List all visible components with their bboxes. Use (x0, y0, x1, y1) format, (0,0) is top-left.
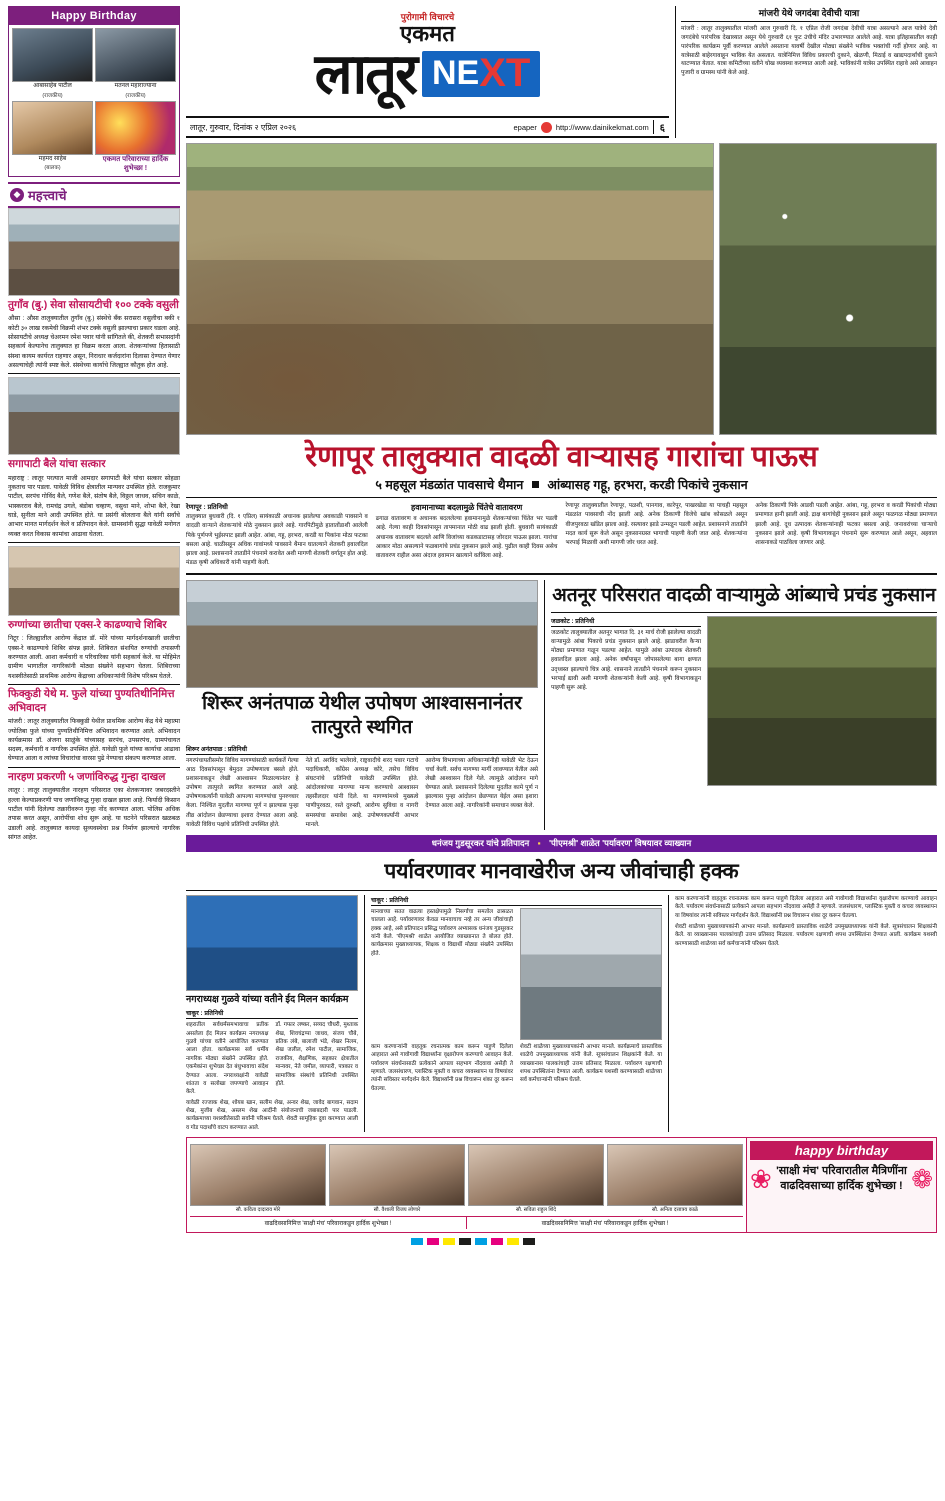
birthday-person (12, 28, 93, 99)
color-dot (427, 1238, 439, 1245)
color-dot (475, 1238, 487, 1245)
ekmat-wordmark: एकमत (400, 21, 455, 46)
color-dot (411, 1238, 423, 1245)
hb-person-name: सौ. सविता राहुल शिंदे (515, 1207, 556, 1214)
birthday-person-sub: (राजकीय) (125, 92, 146, 99)
hero-body-columns (186, 502, 937, 568)
article-headline: शिरूर अनंतपाळ येथील उपोषण आश्वासनानंतर तात्पुरते स्थगित (202, 693, 522, 738)
divider (8, 373, 180, 374)
strip-right-text: 'पीएमश्री' शाळेत 'पर्यावरण' विषयावर व्याख्यान (549, 837, 692, 848)
article-photo-protest-group (186, 580, 538, 688)
environment-photo-wrap (520, 908, 662, 1040)
hb-person-name: सौ. कविता दादाराव मोरे (235, 1207, 281, 1214)
masthead-title: लातूर (314, 42, 416, 105)
hb-message-area (746, 1138, 936, 1232)
article-body: शेवटी शाळेच्या मुख्याध्यापकांनी आभार मानले. कार्यक्रमाचे प्रास्ताविक शाळेचे उपमुख्याध्यापक यांनी केले. सूत्रसंचालन शिक्षकांनी केले. या व्याख्यानास पालकांचाही उत्तम प्रतिसाद मिळाला. पर्यावरण रक्षणाची शपथ उपस्थितांना देण्यात आली. कार्यक्रम यशस्वी करण्यासाठी शाळेच्या सर्व कर्मचाऱ्यांनी परिश्रम घेतले. (675, 923, 937, 947)
article-photo-camp (8, 546, 180, 616)
top-section (8, 6, 937, 1233)
hero-section (186, 143, 937, 435)
divider (8, 542, 180, 543)
article-body: मांजरी : लातूर तालुक्यातील फिक्कुडी येथील प्राथमिक आरोग्य केंद्र येथे महात्मा ज्योतिबा फुले यांच्या पुण्यतिथीनिमित्त अभिवादन करण्यात आले. अभिवादन कार्यक्रमास डॉ. अंजना साळुंके यांच्यासह सरपंच, उपसरपंच, ग्रामपंचायत सदस्य, कर्मचारी व नागरिक उपस्थित होते. यावेळी फुले यांच्या कार्याचा आढावा घेण्यात आला व त्यांच्या विचारांचा वारसा पुढे नेण्याचा संकल्प करण्यात आला. (8, 718, 180, 763)
mahatvache-title: महत्त्वाचे (28, 187, 67, 203)
hero-subheadline (186, 476, 937, 493)
birthday-wish-cell (95, 101, 176, 173)
birthday-wish: एकमत परिवाराच्या हार्दिक शुभेच्छा ! (102, 155, 169, 172)
shirur-columns (186, 757, 538, 830)
article-body: निटूर : जिल्ह्यातील आरोग्य केंद्रात डॉ. मोरे यांच्या मार्गदर्शनाखाली छातीचा एक्स-रे काढण्याचे शिबिर संपन्न झाले. शिबिरात संशयित रुग्णांची तपासणी करण्यात आली. आशा कर्मचारी व परिचारिका यांनी सहकार्य केले. या मोहिमेत ग्रामीण भागातील नागरिकांनी मोठ्या संख्येने सहभाग घेतला. शिबिराच्या यशस्वीतेसाठी प्राथमिक आरोग्य केंद्राच्या अधिकाऱ्यांनी विशेष परिश्रम घेतले. (8, 635, 180, 680)
hb-photo (190, 1144, 326, 1206)
birthday-person-name: आबासाहेब पाटील (33, 83, 72, 89)
divider (186, 497, 937, 498)
article-photo-mango-damage (707, 616, 937, 786)
color-dot (443, 1238, 455, 1245)
dateline: लातूर, गुरुवार, दिनांक २ एप्रिल २०२६ (190, 122, 297, 132)
article-body: महाराष्ट्र : लातूर परत्यात माजी आमदार सगापाटी बैले यांचा सत्कार सोहळा नुकताच पार पडला. यावेळी विविध क्षेत्रातील मान्यवर उपस्थित होते. राजकुमार पाटील, सरपंच गोविंद बैले, गणेश बैले, संतोष बैले, विठ्ठल जाधव, सचिन काळे, भास्करराव बैले, रामचंद्र उगले, बंडोबा चव्हाण, वसुधा माने, शोभा बैले, रेखा घाडे, सुनीता माने आदी उपस्थित होते. या प्रसंगी बोलताना बैले यांनी सर्वांचे आभार मानत मार्गदर्शन केले व प्रतिपादन केले. ग्रामस्थांनी सुद्धा यावेळी मनोगत व्यक्त करत विकास कामांचा आढावा घेतला. (8, 474, 180, 538)
hero-column (566, 502, 748, 568)
environment-article (364, 895, 669, 1132)
article-headline: फिक्कुडी येथे म. फुले यांच्या पुण्यतिथीनिमित्त अभिवादन (8, 687, 175, 714)
diamond-icon: ◆ (10, 188, 24, 202)
environment-strip (186, 835, 937, 852)
birthday-person (12, 101, 93, 173)
atnur-article (544, 580, 937, 830)
shirur-article (186, 580, 538, 830)
masthead (186, 6, 669, 116)
hb-banner: happy birthday (750, 1141, 933, 1160)
strip-separator: ▪ (537, 837, 541, 848)
article-headline: तुगाँव (बु.) सेवा सोसायटीची १०० टक्के वसुली (8, 298, 179, 311)
article-photo-satkar (8, 377, 180, 455)
masthead-next-text: NE (431, 54, 480, 92)
ekmat-tagline: पुरोगामी विचारचे (400, 12, 455, 22)
article-body: औसा : औसा तालुक्यातील तुगाँव (बु.) संस्थेचे बँक सरासरा वसुलीचा बकी १ कोटी ३० लाख रकमेची विक्रमी शंभर टक्के वसुली झाल्याचा प्रकार घडला आहे. सोसायटीचे अध्यक्ष चेअरमन रमेश पवार यांनी सांगितले की, शेतकरी सभासदांनी सहकार्य केल्यानेच तालुक्यात हा विक्रम करता आला. शेतकऱ्यांच्या हितासाठी संस्था कायम कार्यरत राहणार असून, निराधार कर्जदारांना दिलासा देण्यात येणार असल्याचेही त्यांनी स्पष्ट केले. संस्थेच्या कार्याचे जिल्ह्यात कौतुक होत आहे. (8, 315, 180, 369)
article-body: शहरातील सर्वधर्मसमभावाचा प्रतीक असलेला ईद मिलन कार्यक्रम नगराध्यक्ष गुळवे यांच्या वतीने आयोजित करण्यात आला होता. कार्यक्रमास सर्व धर्मीय नागरिक मोठ्या संख्येने उपस्थित होते. एकमेकांना शुभेच्छा देत बंधुभावाचा संदेश देण्यात आला. नगराध्यक्षांनी यावेळी शांतता व सलोखा जपण्याचे आवाहन केले. (186, 1022, 269, 1096)
article-body: अनेक ठिकाणी पिके आडवी पडली आहेत. आंबा, गहू, हरभरा व करडी पिकांची मोठ्या प्रमाणात हानी झाली आहे. द्राक्ष बागांचेही नुकसान झाले असून फळगळ मोठ्या प्रमाणात झाली आहे. दूध उत्पादक शेतकऱ्यांनाही फटका बसला आहे. जनावरांच्या चाऱ्याचे नुकसान झाले आहे. कृषी विभागाकडून पंचनामे सुरू करण्यात आले असून, अहवाल शासनाकडे पाठविला जाणार आहे. (755, 503, 937, 546)
bottom-section (186, 895, 937, 1132)
epaper-label: epaper (513, 122, 537, 132)
hb-footer-left: वाढदिवसानिमित्त 'साक्षी मंच' परिवाराकडून हार्दिक शुभेच्छा ! (190, 1217, 467, 1229)
hero-headline: रेणापूर तालुक्यात वादळी वाऱ्यासह गाराांचा पाऊस (305, 441, 818, 473)
divider (8, 767, 180, 768)
hb-photos-area (187, 1138, 746, 1232)
color-registration-marks (8, 1238, 937, 1245)
mid-band (186, 580, 937, 830)
sub-headline: हवामानाच्या बदलामुळे चिंतेचे वातावरण (410, 503, 523, 513)
main-column (186, 6, 937, 1233)
mahatvache-header (8, 182, 180, 208)
birthday-title: Happy Birthday (9, 7, 179, 25)
environment-headline: पर्यावरणावर मानवाखेरीज अन्य जीवांचाही हक्क (384, 859, 739, 883)
article-body: डॉ. गफार लष्कर, सय्यद चौधरी, मुश्ताक शेख, शिवचंद्रप्पा जाधव, संजय चौबे, प्रतिक लंबे, बालाजी भंडे, शेखर निलम, शेख जलील, रमेश पाटील, सामाजिक, राजकीय, शैक्षणिक, सहकार क्षेत्रातील मान्यवर, नेते जमील, व्यापारी, पत्रकार व सामाजिक संस्थांचे प्रतिनिधी उपस्थित होते. (275, 1022, 358, 1087)
byline: शिरूर अनंतपाळ : प्रतिनिधी (186, 744, 538, 755)
hb-person (468, 1144, 604, 1213)
ekmat-logo (400, 10, 455, 45)
article-photo-felicitation (8, 208, 180, 296)
hero-column (186, 502, 368, 568)
article-body: तालुक्यात बुधवारी (दि. १ एप्रिल) सायंकाळी अचानक झालेल्या अवकाळी पावसाने व वादळी वाऱ्याने शेतकऱ्यांचे मोठे नुकसान झाले आहे. गारपिटीमुळे हातातोंडाशी आलेली पिके पूर्णपणे भुईसपाट झाली आहेत. आंबा, गहू, हरभरा, करडी या पिकांना मोठा फटका बसला आहे. चाळीसहून अधिक गावांमध्ये पावसाने थैमान घातल्याने शेतकरी हवालदिल झाला आहे. प्रशासनाने तातडीने पंचनामे करावेत अशी मागणी शेतकरी वर्गातून होत आहे. मंडळ कृषी अधिकारी यांनी पाहणी केली. (186, 514, 368, 567)
birthday-person-name: मतनल महाराज्याना (114, 83, 157, 89)
divider (186, 573, 937, 575)
left-column (8, 6, 180, 1233)
color-dot (523, 1238, 535, 1245)
environment-columns-2 (371, 1043, 662, 1093)
hb-person (607, 1144, 743, 1213)
bullet-square-icon (532, 481, 539, 488)
article-body: आरोग्य विभागाच्या अधिकाऱ्यांनीही यावेळी भेट देऊन चर्चा केली. सर्वच मागण्या मार्गी लावण्यात येतील असे लेखी आश्वासन दिले गेले. त्यामुळे आंदोलन मागे घेण्यात आले. प्रशासनाने दिलेल्या मुदतीत कामे पूर्ण न झाल्यास पुन्हा आंदोलन छेडण्यात येईल असा इशारा देण्यात आला आहे. नागरिकांनी समाधान व्यक्त केले. (425, 757, 538, 810)
hb-photo (607, 1144, 743, 1206)
divider (551, 612, 937, 613)
birthday-photo (12, 101, 93, 155)
hb-person-name: सौ. वैशाली विजय लोणारे (373, 1207, 421, 1214)
hb-message: 'साक्षी मंच' परिवारातील मैत्रिणींना वाढदिवसाच्या हार्दिक शुभेच्छा ! (776, 1165, 907, 1192)
article-headline: सगापाटी बैले यांचा सत्कार (8, 458, 106, 471)
divider (8, 684, 180, 685)
birthday-person-sub: (बालक) (44, 165, 61, 171)
birthday-photo (12, 28, 93, 82)
tulip-icon: ❁ (911, 1163, 933, 1194)
hb-footer (190, 1216, 743, 1229)
birthday-grid (9, 25, 179, 176)
byline: चाकूर : प्रतिनिधी (371, 895, 662, 906)
article-photo-speaker-podium (520, 908, 662, 1040)
masthead-next-badge (422, 51, 540, 97)
article-body: यावेळी रज्जाक शेख, शोयब खान, सलीम शेख, अन्वर शेख, जावेद बागवान, सदाम शेख, मुजीब शेख, अस्लम शेख आदींनी संयोजनाची जबाबदारी पार पाडली. कार्यक्रमाच्या यशस्वीतेसाठी सर्वांनी परिश्रम घेतले. शेवटी सामूहिक दुवा करण्यात आली व गोड पदार्थांचे वाटप करण्यात आले. (186, 1099, 358, 1131)
environment-columns (371, 908, 662, 1040)
hero-sub-left: ५ महसूल मंडळांत पावसाचे थैमान (375, 478, 524, 493)
masthead-underbar (186, 116, 669, 138)
masthead-next-x: XT (479, 51, 531, 95)
article-body: ढगाळ वातावरण व अचानक बदललेल्या हवामानामुळे शेतकऱ्यांच्या चिंतेत भर पडली आहे. गेल्या काही दिवसांपासून तापमानात मोठी वाढ झाली होती. बुधवारी सायंकाळी अचानक वातावरण बदलले आणि विजांच्या कडकडाटासह जोरदार पाऊस झाला. गारांचा आकार मोठा असल्याने फळबागांचे प्रचंड नुकसान झाले आहे. पुढील काही दिवस असेच वातावरण राहील असा अंदाज हवामान खात्याने वर्तविला आहे. (375, 516, 558, 559)
article-body: नेते डॉ. अरविंद भालेरावे, राष्ट्रवादीचे शरद पवार गटाचे पदाधिकारी, काँग्रेस अध्यक्ष कोरे, तसेच विविध संघटनांचे प्रतिनिधी यावेळी उपस्थित होते. आंदोलकांच्या मागण्या मान्य करण्याचे आश्वासन तहसीलदार यांनी दिले. या मागण्यांमध्ये मुख्यत्वे पाणीपुरवठा, रस्ते दुरुस्ती, आरोग्य सुविधा व नागरी समस्यांचा समावेश आहे. उपोषणकर्त्यांनी आभार मानले. (305, 757, 419, 828)
article-body: शेवटी शाळेच्या मुख्याध्यापकांनी आभार मानले. कार्यक्रमाचे प्रास्ताविक शाळेचे उपमुख्याध्यापक यांनी केले. सूत्रसंचालन शिक्षकांनी केले. या व्याख्यानास पालकांचाही उत्तम प्रतिसाद मिळाला. पर्यावरण रक्षणाची शपथ उपस्थितांना देण्यात आली. कार्यक्रम यशस्वी करण्यासाठी शाळेच्या सर्व कर्मचाऱ्यांनी परिश्रम घेतले. (520, 1043, 662, 1084)
color-dot (507, 1238, 519, 1245)
divider (186, 890, 937, 891)
hero-sub-right: आंब्यासह गहू, हरभरा, करडी पिकांचे नुकसान (547, 478, 748, 493)
eid-article (186, 895, 358, 1132)
article-headline: नगराध्यक्ष गुळवे यांच्या वतीने ईद मिलन कार्यक्रम (186, 993, 349, 1005)
hero-column (376, 502, 558, 568)
hb-person (329, 1144, 465, 1213)
epaper-link[interactable] (513, 120, 665, 134)
article-headline: मांजरी येथे जगदंबा देवीची यात्रा (681, 6, 937, 22)
article-body: काम करणाऱ्यांनी वाहतूक रचनात्मक काम करून पाहुणे दिलेला आहारात असे गावोगावी विद्यार्थ्यांना वृक्षारोपण करण्याचे आवाहन केले. पर्यावरण संवर्धनासाठी प्रत्येकाने आपला सहभाग नोंदवावा असेही ते म्हणाले. जलसंधारण, प्लास्टिक मुक्ती व कचरा व्यवस्थापन या विषयांवर त्यांनी सविस्तर मार्गदर्शन केले. विद्यार्थ्यांनी प्रश्न विचारून शंका दूर करून घेतल्या. (675, 895, 937, 919)
birthday-person-name: महमद साहेब (38, 155, 67, 162)
article-body: लातूर : लातूर तालुक्यातील नारहण परिसरात एका शेतकऱ्यावर जबरदस्तीने हल्ला केल्याप्रकरणी पाच जणांविरुद्ध गुन्हा दाखल झाला आहे. फिर्यादी किसान पाटील यांनी दिलेल्या तक्रारीवरून गुन्हा नोंद करण्यात आला. पोलिस अधिक तपास करत असून, आरोपींचा शोध सुरू आहे. या घटनेने परिसरात खळबळ उडाली आहे. तालुक्यात कायदा सुव्यवस्थेचा प्रश्न निर्माण झाल्याचे नागरिक सांगत आहेत. (8, 787, 180, 841)
color-dot (491, 1238, 503, 1245)
article-body: मानवाच्या सतत वाढत्या हस्तक्षेपामुळे निसर्गाचा समतोल ढासळत चालला आहे. पर्यावरणावर केवळ मानवाचाच नव्हे तर अन्य जीवांचाही हक्क आहे, असे प्रतिपादन प्रसिद्ध पर्यावरण अभ्यासक धनंजय गुडसूरकर यांनी केले. 'पीएमश्री' शाळेत आयोजित व्याख्यानात ते बोलत होते. कार्यक्रमास मुख्याध्यापक, शिक्षक व विद्यार्थी मोठ्या संख्येने उपस्थित होते. (371, 908, 513, 957)
birthday-person (95, 28, 176, 99)
article-body: काम करणाऱ्यांनी वाहतूक रचनात्मक काम करून पाहुणे दिलेला आहारात असे गावोगावी विद्यार्थ्यांना वृक्षारोपण करण्याचे आवाहन केले. पर्यावरण संवर्धनासाठी प्रत्येकाने आपला सहभाग नोंदवावा असेही ते म्हणाले. जलसंधारण, प्लास्टिक मुक्ती व कचरा व्यवस्थापन या विषयांवर त्यांनी सविस्तर मार्गदर्शन केले. विद्यार्थ्यांनी प्रश्न विचारून शंका दूर करून घेतल्या. (371, 1043, 513, 1092)
strip-left-text: धनंजय गुडसूरकर यांचे प्रतिपादन (431, 837, 530, 848)
hero-photo-hailstones (719, 143, 937, 435)
environment-extra-column (675, 895, 937, 1132)
byline: जळकोट : प्रतिनिधी (551, 616, 701, 627)
birthday-person-sub: (राजकीय) (42, 92, 63, 99)
hb-photo (329, 1144, 465, 1206)
flower-bouquet-icon (95, 101, 176, 155)
rose-icon: ❀ (750, 1163, 772, 1194)
byline: चाकूर : प्रतिनिधी (186, 1008, 358, 1019)
globe-icon (541, 122, 552, 133)
byline: रेणापूर : प्रतिनिधी (186, 504, 228, 512)
birthday-box (8, 6, 180, 177)
hb-photo (468, 1144, 604, 1206)
article-body: रेणापूर तालुक्यातील रेणापूर, पळशी, पानगाव, कारेपूर, पाखरखेडा या पाचही महसूल मंडळांत पावसाची नोंद झाली आहे. अनेक ठिकाणी विजेचे खांब कोसळले असून वीजपुरवठा खंडित झाला आहे. रस्त्यावर झाडे उन्मळून पडली आहेत. प्रशासनाने तातडीने मदत कार्य सुरू केले असून नुकसानग्रस्त भागाची पाहणी केली जात आहे. शेतकऱ्यांना भरपाई मिळावी अशी मागणी जोर धरत आहे. (565, 503, 748, 546)
happy-birthday-ad (186, 1137, 937, 1233)
hero-photo-hailstorm-field (186, 143, 714, 435)
hb-person-name: सौ. अनिता दत्तात्रय काळे (652, 1207, 698, 1214)
article-body: जळकोट तालुक्यातील अतनूर भागात दि. ३१ मार्च रोजी झालेल्या वादळी वाऱ्यामुळे आंबा पिकाचे प्रचंड नुकसान झाले आहे. झाडावरील कैऱ्या मोठ्या प्रमाणात गळून पडल्या आहेत. यामुळे आंबा उत्पादक शेतकरी हवालदिल झाला आहे. अनेक वर्षांपासून जोपासलेल्या बागा क्षणात उद्ध्वस्त झाल्याचे चित्र आहे. शासनाने तातडीने पंचनामे करून नुकसान भरपाई द्यावी अशी मागणी शेतकऱ्यांनी केली आहे. कृषी विभागाकडून पाहणी सुरू आहे. (551, 629, 701, 691)
birthday-photo (95, 28, 176, 82)
color-dot (459, 1238, 471, 1245)
article-headline: अतनूर परिसरात वादळी वाऱ्यामुळे आंब्याचे प्रचंड नुकसान (552, 585, 936, 607)
top-right-news (675, 6, 937, 138)
article-body: नगरपंचायतीसमोर विविध मागण्यांसाठी कार्यकर्ते गेल्या आठ दिवसांपासून बेमुदत उपोषणाला बसले होते. प्रशासनाकडून लेखी आश्वासन मिळाल्यानंतर हे उपोषण तात्पुरते स्थगित करण्यात आले आहे. उपोषणकर्त्यांनी यावेळी आपल्या मागण्यांचा पुनरुच्चार केला. निश्चित मुदतीत मागण्या पूर्ण न झाल्यास पुन्हा तीव्र आंदोलन छेडण्याचा इशारा देण्यात आला आहे. यावेळी विविध पक्षांचे प्रतिनिधी उपस्थित होते. (186, 757, 299, 828)
epaper-url: http://www.dainikekmat.com (555, 122, 649, 132)
hb-photo-grid (190, 1144, 743, 1213)
hero-main (186, 143, 714, 435)
hb-footer-right: वाढदिवसानिमित्त 'साक्षी मंच' परिवाराकडून हार्दिक शुभेच्छा ! (541, 1221, 669, 1228)
hero-column (755, 502, 937, 568)
page-number: ६ (653, 120, 665, 134)
hb-person (190, 1144, 326, 1213)
article-photo-eid-milan (186, 895, 358, 991)
article-body: मांजरी : लातूर तालुक्यातील मांजरी आज गुरुवारी दि. १ एप्रिल रोजी जगदंबा देवीची यात्रा असल्याने आज यात्रेचे देवी जगदंबेचे पारंपरिक देखाव्यात असून येथे गुरुवारी ६१ फूट उंचीचे मंदिर उभारण्यात आलेले आहे. यात्रा इतिहासातील काही पारंपरिक कार्यक्रम पूर्वी करण्यात आलेले असताना यावर्षी देखील मोठ्या संख्येने भाविक भक्तांची गर्दी होणार आहे. या यात्रेसाठी बाहेरगावाहून भाविक येत असतात. यात्रेनिमित्त विविध प्रकारची दुकाने, खेळणी, मिठाई व खाद्यपदार्थांची दुकाने थाटण्यात येतात. यात्रा कमिटीच्या वतीने चोख व्यवस्था करण्यात आली आहे. भाविकांनी यात्रेस उपस्थित राहावे असे आवाहन पुजारी व ग्रामस्थ यांनी केले आहे. (681, 26, 937, 77)
article-headline: रुग्णांच्या छातीचा एक्स-रे काढण्याचे शिबिर (8, 618, 167, 631)
eid-columns (186, 1021, 358, 1097)
article-headline: नारहण प्रकरणी ५ जणांविरुद्ध गुन्हा दाखल (8, 770, 166, 783)
